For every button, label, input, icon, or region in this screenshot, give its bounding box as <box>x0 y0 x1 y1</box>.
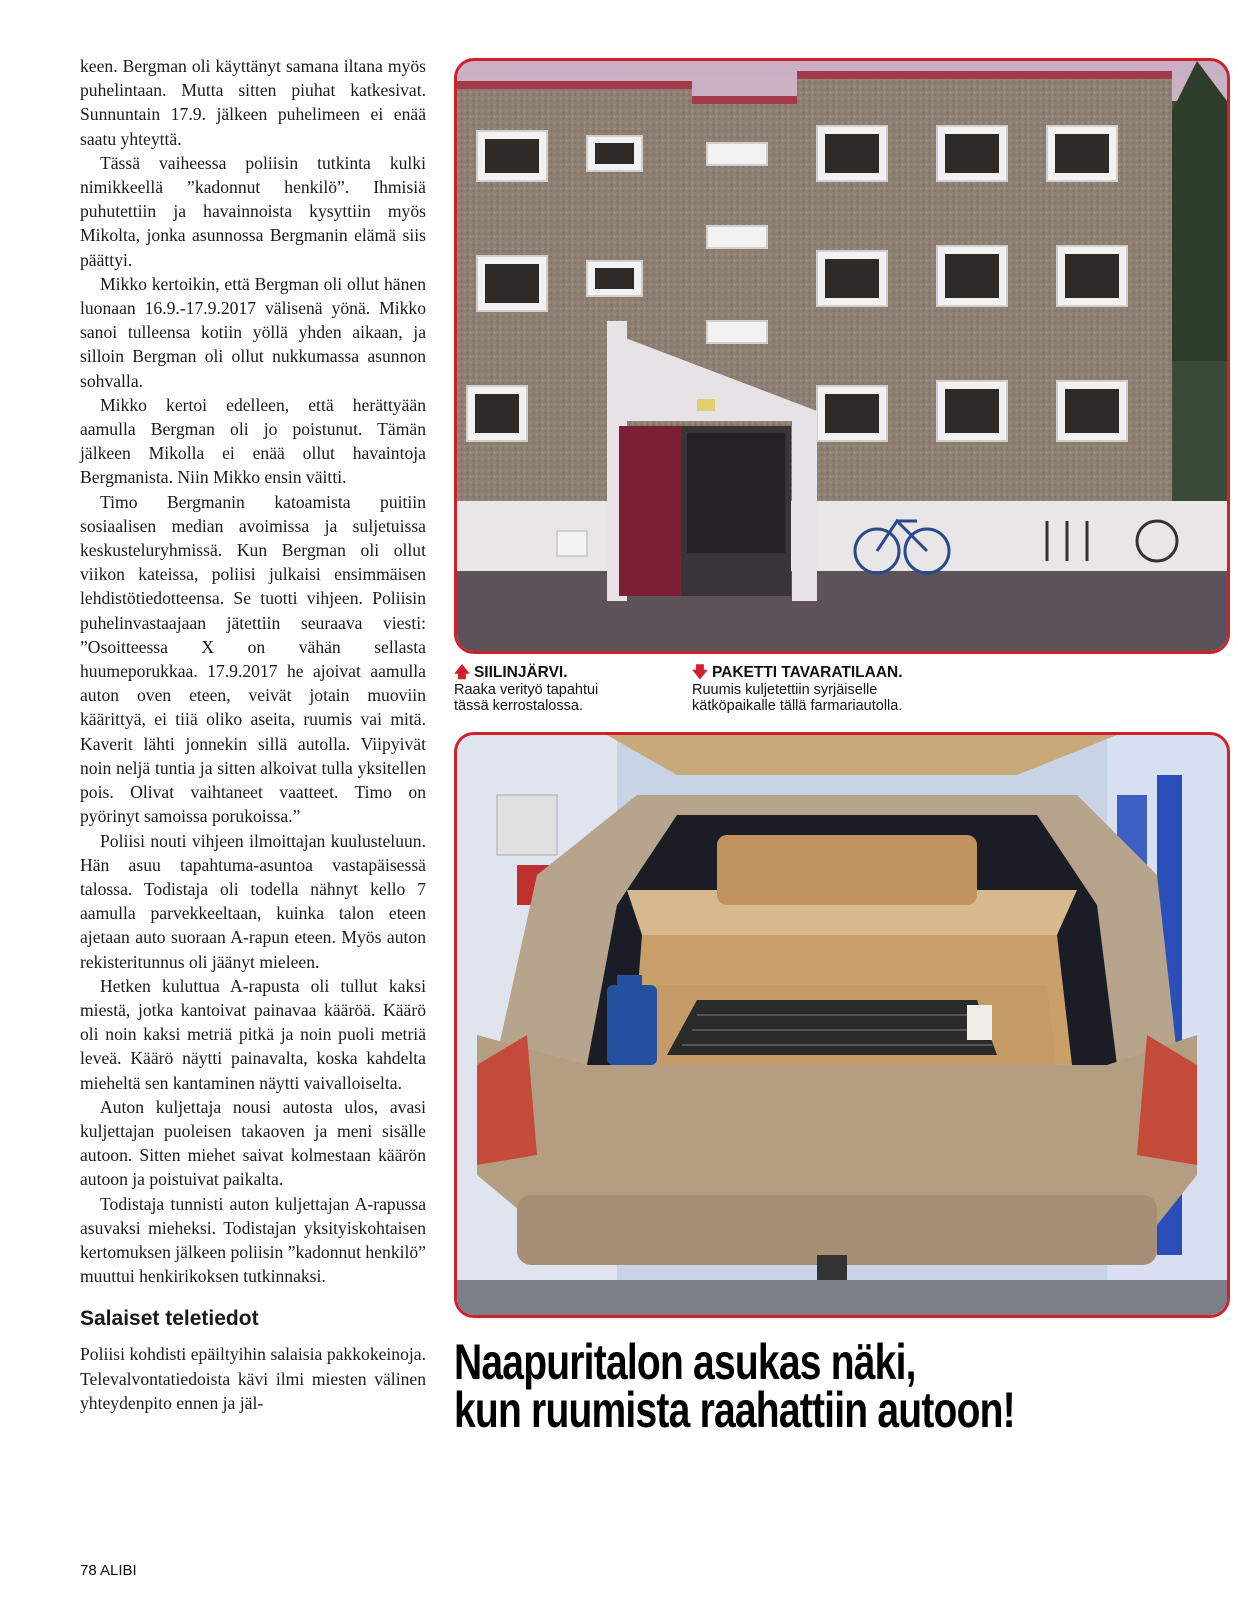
headline-line: kun ruumista raahattiin autoon! <box>454 1382 1015 1438</box>
headline-line: Naapuritalon asukas näki, <box>454 1334 916 1390</box>
article-paragraph: keen. Bergman oli käyttänyt samana iltana myös puhelintaan. Mutta sitten piuhat katkesivat. Sunnuntain 17.9. jälkeen puhelimeen ei enää saatu yhteyttä. <box>80 56 426 149</box>
caption-line: kätköpaikalle tällä farmariautolla. <box>692 698 903 714</box>
article-column <box>80 54 426 1415</box>
caption-line: Ruumis kuljetettiin syrjäiselle <box>692 682 878 698</box>
down-arrow-icon: 🡇 <box>692 664 708 681</box>
article-paragraph: Tässä vaiheessa poliisin tutkinta kulki nimikkeellä ”kadonnut henkilö”. Ihmisiä puhutettiin ja havainnoista kysyttiin myös Mikolta, jonka asunnossa Bergmanin elämä siis päättyi. <box>80 152 426 270</box>
article-paragraph: Mikko kertoikin, että Bergman oli ollut hänen luonaan 16.9.-17.9.2017 välisenä yönä. Mikko sanoi tulleensa kotiin yöllä yhden aikaan, ja silloin Bergman oli ollut nukkumassa asunnon sohvalla. <box>80 273 426 391</box>
article-paragraph: Todistaja tunnisti auton kuljettajan A-rapussa asuvaksi mieheksi. Todistajan yksityiskohtaisen kertomuksen jälkeen poliisin ”kadonnut henkilö” muuttui henkirikoksen tutkinnaksi. <box>80 1193 426 1287</box>
up-arrow-icon: 🡅 <box>454 664 470 681</box>
caption-title: PAKETTI TAVARATILAAN. <box>711 664 903 681</box>
page-folio: 78 ALIBI <box>80 1562 137 1579</box>
caption-line: Raaka verityö tapahtui <box>454 682 599 698</box>
article-paragraph: Timo Bergmanin katoamista puitiin sosiaalisen median avoimissa ja suljetuissa keskusteluryhmissä. Kun Bergman oli ollut viikon kateissa, poliisi julkaisi ensimmäisen lehdistötiedotteensa. Se tuotti vihjeen. Poliisin puhelinvastaajaan jätettiin seuraava viesti: ”Osoitteessa X on vähän sellasta huumeporukkaa. 17.9.2017 he ajoivat aamulla auton oven eteen, veivät jotain muoviin käärittyä, ei tiiä oliko aseita, ruumis vai mitä. Kaverit lähti jonnekin sillä autolla. Viipyivät noin neljä tuntia ja sitten alkoivat tulla yksitellen pois. Olivat vaihtaneet vaatteet. Timo on pyörinyt samoissa porukoissa.” <box>80 491 426 827</box>
section-subheading: Salaiset teletiedot <box>80 1307 259 1331</box>
article-paragraph: Poliisi kohdisti epäiltyihin salaisia pakkokeinoja. Televalvontatiedoista kävi ilmi miesten välinen yhteydenpito ennen ja jäl- <box>80 1344 426 1413</box>
car-trunk-photo <box>454 732 1230 1318</box>
headline <box>454 1334 1062 1438</box>
article-paragraph: Mikko kertoi edelleen, että herättyään aamulla Bergman oli jo poistunut. Tämän jälkeen Mikolla ei enää ollut havaintoja Bergmanista. Niin Mikko ensin väitti. <box>80 394 426 488</box>
article-paragraph: Auton kuljettaja nousi autosta ulos, avasi kuljettajan puoleisen takaoven ja meni sisälle autoon. Sitten miehet saivat kolmestaan käärön autoon ja poistuivat paikalta. <box>80 1096 426 1190</box>
caption-title: SIILINJÄRVI. <box>473 664 568 681</box>
caption-line: tässä kerrostalossa. <box>454 698 583 714</box>
article-paragraph: Poliisi nouti vihjeen ilmoittajan kuulusteluun. Hän asuu tapahtuma-asuntoa vastapäisessä talossa. Todistaja oli todella nähnyt kello 7 aamulla parvekkeeltaan, kuinka talon eteen ajetaan auto suoraan A-rapun eteen. Myös auton rekisteritunnus oli jäänyt mieleen. <box>80 830 426 972</box>
article-paragraph: Hetken kuluttua A-rapusta oli tullut kaksi miestä, jotka kantoivat painavaa kääröä. Käärö oli noin kaksi metriä pitkä ja noin puoli metriä leveä. Käärö näytti painavalta, koska kahdelta mieheltä sen kantaminen näytti vaivalloiselta. <box>80 975 426 1093</box>
building-photo <box>454 58 1230 654</box>
building-caption <box>454 664 674 714</box>
car-caption <box>692 664 992 714</box>
